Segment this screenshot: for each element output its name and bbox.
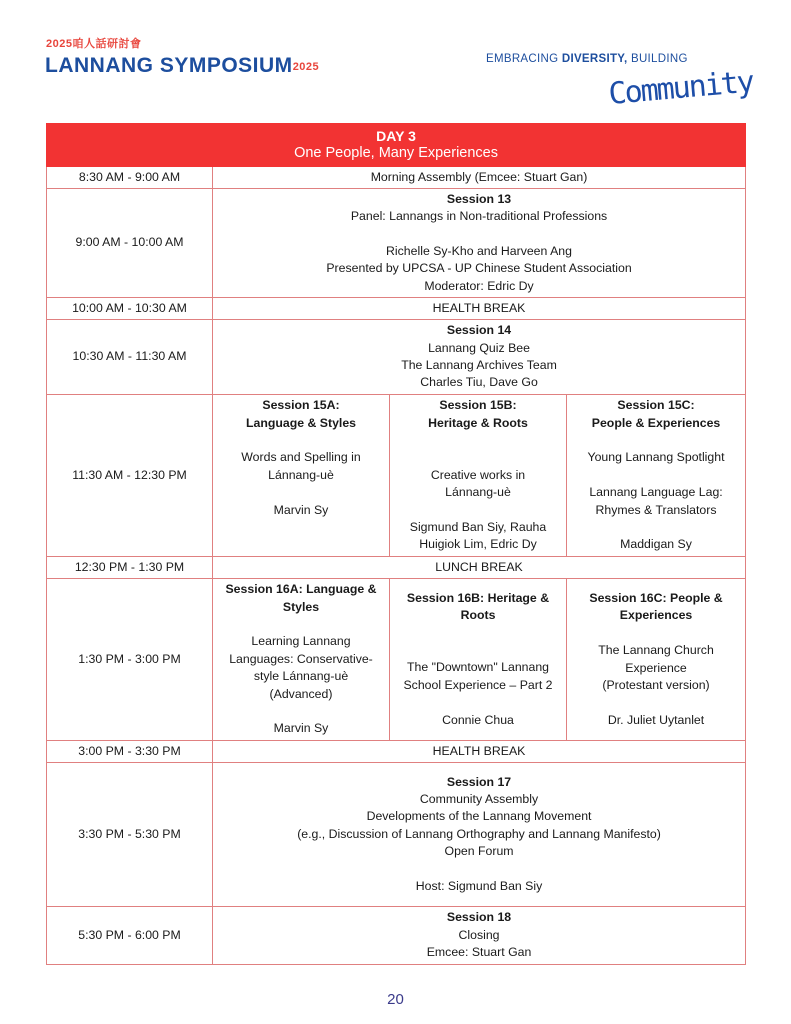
session-line: Maddigan Sy <box>620 537 692 552</box>
time-slot: 3:30 PM - 5:30 PM <box>47 763 213 907</box>
session-line: Open Forum <box>444 844 514 859</box>
session-line: Dr. Juliet Uytanlet <box>607 712 705 727</box>
session-title: Session 17 <box>446 774 512 789</box>
session-line: Young Lannang Spotlight <box>587 450 725 465</box>
session-line: The Lannang Archives Team <box>401 358 557 372</box>
session-cell <box>390 579 567 741</box>
session-line: The Lannang Church <box>598 643 714 658</box>
schedule-row <box>47 557 746 579</box>
session-line: School Experience – Part 2 <box>403 677 553 692</box>
session-line: Closing <box>458 927 500 942</box>
session-cell <box>213 741 746 763</box>
session-cell <box>213 395 390 557</box>
session-cell <box>567 579 746 741</box>
day-header <box>47 124 746 167</box>
session-line: style Lánnang-uè <box>253 669 349 684</box>
tagline-suffix: BUILDING <box>627 53 688 65</box>
session-line <box>215 519 387 536</box>
session-line <box>215 536 387 553</box>
schedule-table <box>46 123 746 965</box>
session-line <box>392 642 564 659</box>
schedule-row <box>47 579 746 741</box>
session-line: Moderator: Edric Dy <box>424 278 534 293</box>
session-cell <box>390 395 567 557</box>
session-line: Learning Lannang <box>251 634 351 649</box>
session-line: Experience <box>625 660 687 675</box>
session-cell <box>213 907 746 965</box>
session-title: Heritage & Roots <box>428 415 528 430</box>
schedule-row <box>47 189 746 298</box>
session-title: Session 13 <box>446 191 512 206</box>
session-cell <box>213 189 746 298</box>
session-title: Experiences <box>619 608 693 623</box>
session-line: Connie Chua <box>442 712 514 727</box>
session-title: Roots <box>460 608 496 623</box>
session-title: Session 16C: People & <box>589 590 723 605</box>
session-title: Session 18 <box>446 910 512 925</box>
page-number: 20 <box>387 991 404 1008</box>
session-line: Emcee: Stuart Gan <box>426 945 532 960</box>
session-line: Huigiok Lim, Edric Dy <box>419 537 537 552</box>
time-slot: 12:30 PM - 1:30 PM <box>47 557 213 579</box>
tagline <box>486 52 688 66</box>
session-line <box>392 432 564 449</box>
session-title: Session 14 <box>446 323 512 338</box>
logo-year: 2025 <box>292 61 320 73</box>
day-title: DAY 3 <box>376 128 416 144</box>
session-line: Charles Tiu, Dave Go <box>420 375 538 390</box>
session-line <box>569 625 743 642</box>
session-line: Developments of the Lannang Movement <box>366 809 592 824</box>
session-line: Lannang Quiz Bee <box>428 340 530 355</box>
session-cell <box>213 298 746 320</box>
session-line: Creative works in <box>430 467 526 482</box>
schedule-row <box>47 395 746 557</box>
session-line: Words and Spelling in <box>241 450 361 465</box>
session-cell <box>213 167 746 189</box>
session-line: Morning Assembly (Emcee: Stuart Gan) <box>370 169 588 184</box>
session-line: Host: Sigmund Ban Siy <box>415 879 543 893</box>
schedule-row <box>47 298 746 320</box>
session-line <box>392 449 564 466</box>
session-line: Panel: Lannangs in Non-traditional Professions <box>350 209 608 224</box>
session-line <box>215 432 387 449</box>
schedule-row <box>47 763 746 907</box>
session-title: Styles <box>282 599 320 614</box>
session-line: LUNCH BREAK <box>435 559 523 574</box>
session-title: Session 16A: Language & <box>225 582 377 597</box>
day-subtitle: One People, Many Experiences <box>294 145 498 161</box>
session-line <box>392 625 564 642</box>
session-line <box>569 432 743 449</box>
session-line: Community Assembly <box>419 791 539 806</box>
session-line: The "Downtown" Lannang <box>406 660 550 675</box>
session-line <box>392 694 564 711</box>
time-slot: 3:00 PM - 3:30 PM <box>47 741 213 763</box>
session-cell <box>213 320 746 395</box>
session-line: Marvin Sy <box>273 721 329 736</box>
session-line: (Protestant version) <box>602 677 710 692</box>
logo-chinese-text: 2025咱人話研討會 <box>46 38 142 50</box>
day-header-row <box>47 124 746 167</box>
session-title: Session 15A: <box>262 398 340 413</box>
session-line: Marvin Sy <box>273 502 329 517</box>
tagline-script: Community <box>607 64 755 112</box>
time-slot: 1:30 PM - 3:00 PM <box>47 579 213 741</box>
schedule-row <box>47 741 746 763</box>
session-title: Session 15B: <box>439 398 517 413</box>
logo-title-text: LANNANG SYMPOSIUM <box>45 54 293 77</box>
session-line: Presented by UPCSA - UP Chinese Student Association <box>326 261 632 276</box>
session-title: Session 15C: <box>617 398 695 413</box>
session-cell <box>213 763 746 907</box>
time-slot: 9:00 AM - 10:00 AM <box>47 189 213 298</box>
schedule-row <box>47 320 746 395</box>
session-line <box>392 502 564 519</box>
session-line: Lánnang-uè <box>445 485 511 500</box>
session-line <box>215 484 387 501</box>
time-slot: 11:30 AM - 12:30 PM <box>47 395 213 557</box>
session-line <box>569 694 743 711</box>
session-line: HEALTH BREAK <box>432 300 526 315</box>
session-line: Rhymes & Translators <box>595 502 717 517</box>
time-slot: 10:00 AM - 10:30 AM <box>47 298 213 320</box>
session-line: Languages: Conservative- <box>229 651 373 666</box>
session-line: Lánnang-uè <box>268 467 334 482</box>
session-line: Lannang Language Lag: <box>589 485 723 500</box>
logo-title <box>45 54 319 77</box>
session-line: HEALTH BREAK <box>432 743 526 758</box>
time-slot: 10:30 AM - 11:30 AM <box>47 320 213 395</box>
session-line: (Advanced) <box>269 686 333 701</box>
session-cell <box>213 557 746 579</box>
session-cell <box>567 395 746 557</box>
session-line: (e.g., Discussion of Lannang Orthography and Lannang Manifesto) <box>297 826 661 841</box>
session-title: Session 16B: Heritage & <box>406 590 550 605</box>
session-line: Sigmund Ban Siy, Rauha <box>409 519 547 534</box>
session-title: Language & Styles <box>245 415 357 430</box>
time-slot: 5:30 PM - 6:00 PM <box>47 907 213 965</box>
schedule-row <box>47 907 746 965</box>
session-line: Richelle Sy-Kho and Harveen Ang <box>386 243 572 258</box>
session-title: People & Experiences <box>591 415 721 430</box>
tagline-bold: DIVERSITY, <box>561 53 628 65</box>
session-cell <box>213 579 390 741</box>
session-line <box>215 226 743 243</box>
session-line <box>215 703 387 720</box>
schedule-row <box>47 167 746 189</box>
session-line <box>569 467 743 484</box>
session-line <box>215 616 387 633</box>
session-line <box>569 519 743 536</box>
session-line <box>215 861 743 878</box>
tagline-prefix: EMBRACING <box>486 53 562 65</box>
time-slot: 8:30 AM - 9:00 AM <box>47 167 213 189</box>
